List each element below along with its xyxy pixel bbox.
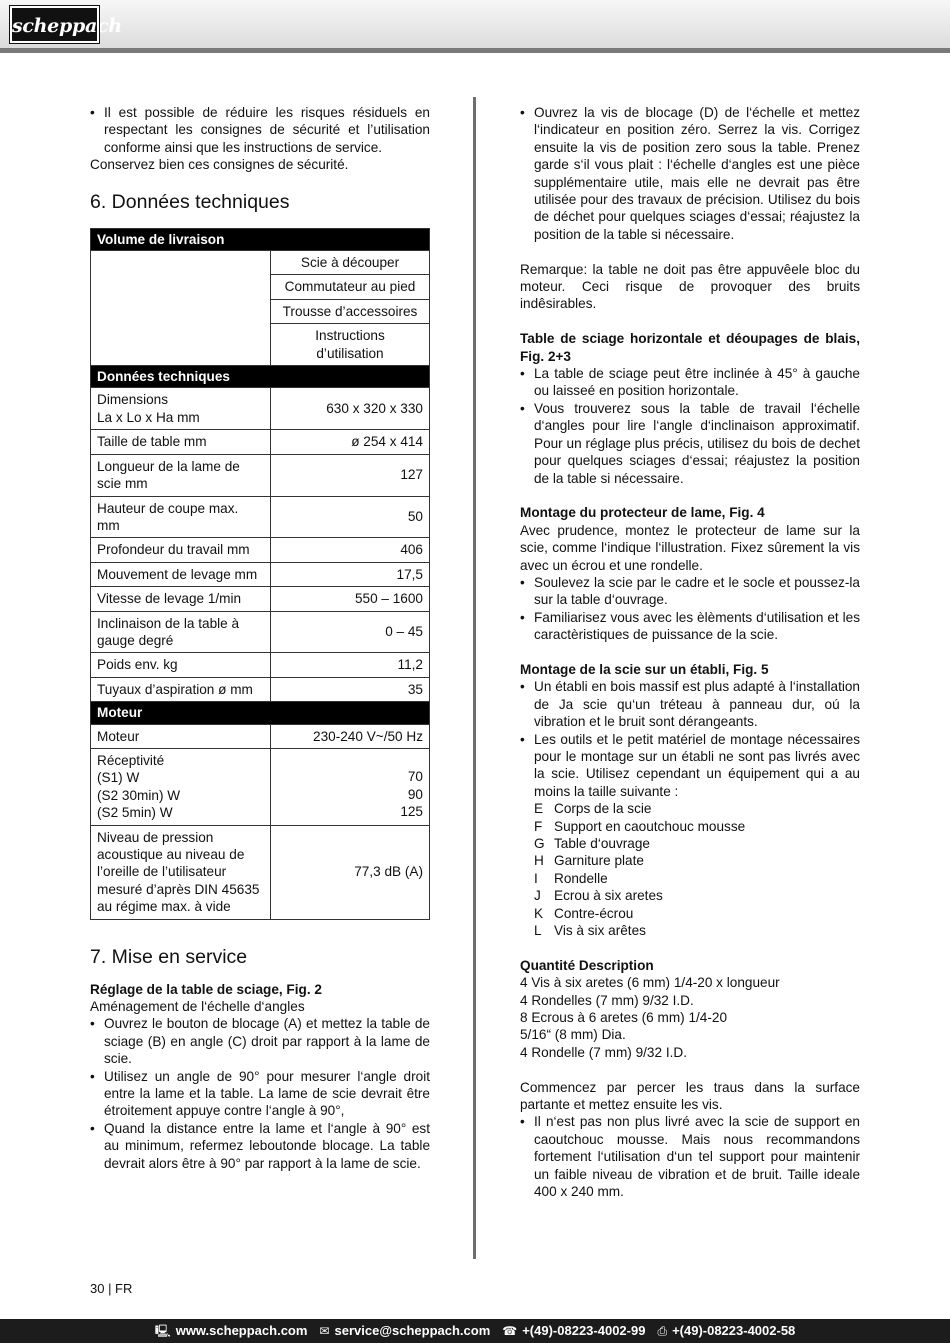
footer-website[interactable]: 🖳 www.scheppach.com: [155, 1319, 308, 1343]
workbench-title: Montage de la scie sur un établi, Fig. 5: [520, 661, 769, 677]
horizontal-table-title: Table de sciage horizontale et déoupages de blais, Fig. 2+3: [520, 331, 860, 364]
spec-label: Poids env. kg: [91, 653, 271, 677]
quantity-line: 4 Rondelle (7 mm) 9/32 I.D.: [520, 1044, 687, 1060]
spec-label: Profondeur du travail mm: [91, 538, 271, 562]
spec-value: 0 – 45: [271, 611, 430, 653]
spec-label: Inclinaison de la table à gauge degré: [91, 611, 271, 653]
remark-text: Remarque: la table ne doit pas être appuvêele bloc du moteur. Ceci risque de provoquer des bruits indêsirables.: [520, 261, 860, 312]
list-item: • Familiarisez vous avec les èlèments d‘utilisation et les caractèristiques de puissance de la scie.: [520, 609, 860, 644]
header-band: [0, 0, 950, 48]
spec-label: Vitesse de levage 1/min: [91, 587, 271, 611]
part-item: H Garniture plate: [534, 853, 644, 869]
quantity-line: 4 Vis à six aretes (6 mm) 1/4-20 x longueur: [520, 975, 780, 991]
spec-value: 35: [271, 677, 430, 701]
scheppach-logo: scheppach: [10, 6, 99, 43]
footer-bar: [0, 1319, 950, 1343]
reglage-subtitle: Aménagement de l‘échelle d‘angles: [90, 999, 305, 1015]
motor-header: Moteur: [91, 702, 430, 724]
table-row: [91, 538, 430, 562]
delivery-header: Volume de livraison: [91, 228, 430, 250]
spec-label: Dimensions La x Lo x Ha mm: [91, 388, 271, 430]
fax-icon: ⎙: [657, 1324, 668, 1338]
spec-value: 630 x 320 x 330: [271, 388, 430, 430]
zero-list: [520, 104, 860, 243]
spec-value: 50: [271, 496, 430, 538]
spec-value: 406: [271, 538, 430, 562]
quantity-line: 4 Rondelles (7 mm) 9/32 I.D.: [520, 992, 694, 1008]
reglage-title: Réglage de la table de sciage, Fig. 2: [90, 981, 322, 997]
spec-label: Tuyaux d’aspiration ø mm: [91, 677, 271, 701]
section-6-title: 6. Données techniques: [90, 190, 290, 213]
table-row: [91, 825, 430, 919]
delivery-item: Commutateur au pied: [271, 275, 430, 299]
part-item: K Contre-écrou: [534, 905, 634, 921]
header-rule: [0, 48, 950, 53]
spec-value: 70 90 125: [271, 748, 430, 825]
delivery-item: Scie à découper: [271, 251, 430, 275]
table-row: [91, 454, 430, 496]
tech-header: Données techniques: [91, 366, 430, 388]
drill-list: [520, 1113, 860, 1200]
part-item: J Ecrou à six aretes: [534, 888, 663, 904]
list-item: • Utilisez un angle de 90° pour mesurer l‘angle droit entre la lame et la table. La lame de scie devrait être étroitement appuye contre l‘angle à 90°,: [90, 1068, 430, 1120]
list-item: • Ouvrez la vis de blocage (D) de l‘échelle et mettez l‘indicateur en position zéro. Serrez la vis. Corrigez ensuite la vis de position zero sous la table. Prenez garde s‘il vous plait : l‘échelle d‘angles est une pièce supplémentaire utile, mais elle ne devrait pas être utilisée pour des travaux de précision. Utilisez du bois de déchet pour quelques sciages d‘essai; réajustez la position de la table si nécessaire.: [520, 104, 860, 243]
spec-value: 127: [271, 454, 430, 496]
intro-text: Conservez bien ces consignes de sécurité.: [90, 157, 349, 173]
drill-text: Commencez par percer les traus dans la surface partante et mettez ensuite les vis.: [520, 1079, 860, 1113]
spec-label: Réceptivité (S1) W (S2 30min) W (S2 5min) W: [91, 748, 271, 825]
left-column: [90, 104, 430, 1172]
table-row: [91, 388, 430, 430]
quantity-line: 5/16“ (8 mm) Dia.: [520, 1027, 626, 1043]
table-row: [91, 251, 430, 275]
list-item: • Quand la distance entre la lame et l‘angle à 90° est au minimum, refermez leboutonde blocage. La table devrait alors être à 90° par rapport à la lame de scie.: [90, 1120, 430, 1172]
intro-list: [90, 104, 430, 156]
spec-value: 230-240 V~/50 Hz: [271, 724, 430, 748]
spec-value: ø 254 x 414: [271, 430, 430, 454]
right-column: [520, 104, 860, 1201]
spec-label: Hauteur de coupe max. mm: [91, 496, 271, 538]
spec-label: Moteur: [91, 724, 271, 748]
table-row: [91, 748, 430, 825]
table-row: [91, 611, 430, 653]
table-row: [91, 430, 430, 454]
column-divider: [473, 97, 476, 1259]
blade-guard-title: Montage du protecteur de lame, Fig. 4: [520, 505, 765, 521]
page-number: 30 | FR: [90, 1281, 133, 1296]
spec-label: Longueur de la lame de scie mm: [91, 454, 271, 496]
blank-cell: [91, 251, 271, 366]
table-row: [91, 587, 430, 611]
part-item: L Vis à six arêtes: [534, 923, 646, 939]
spec-value: 77,3 dB (A): [271, 825, 430, 919]
blade-guard-list: [520, 574, 860, 644]
mail-icon: ✉: [319, 1324, 330, 1338]
spec-table: [90, 228, 430, 920]
quantity-line: 8 Ecrous à 6 aretes (6 mm) 1/4-20: [520, 1010, 728, 1026]
table-row: [91, 724, 430, 748]
footer-email[interactable]: ✉ service@scheppach.com: [319, 1319, 490, 1343]
list-item: • Vous trouverez sous la table de travail l‘échelle d‘angles pour lire l‘angle d‘inclinaison approximatif. Pour un réglage plus précis, utilisez du bois de dechet pour quelques sciages d‘essai; réajustez la position de la table si nécessaire.: [520, 400, 860, 487]
computer-icon: 🖳: [154, 1324, 171, 1338]
workbench-list: [520, 678, 860, 800]
table-row: [91, 496, 430, 538]
part-item: F Support en caoutchouc mousse: [534, 818, 746, 834]
blade-guard-text: Avec prudence, montez le protecteur de lame sur la scie, comme l‘indique l‘illustration. Fixez sûrement la vis avec un écrou et une rondelle.: [520, 522, 860, 573]
parts-list: [534, 800, 860, 939]
part-item: E Corps de la scie: [534, 801, 652, 817]
footer-fax: ⎙ +(49)-08223-4002-58: [657, 1319, 795, 1343]
spec-value: 17,5: [271, 562, 430, 586]
delivery-item: Trousse d’accessoires: [271, 299, 430, 323]
phone-icon: ☎: [502, 1324, 518, 1338]
list-item: • Ouvrez le bouton de blocage (A) et mettez la table de sciage (B) en angle (C) droit par rapport à la lame de scie.: [90, 1015, 430, 1067]
part-item: G Table d‘ouvrage: [534, 836, 650, 851]
quantity-title: Quantité Description: [520, 957, 654, 973]
horizontal-list: [520, 365, 860, 487]
list-item: • La table de sciage peut être inclinée à 45° à gauche ou laisseé en position horizontale.: [520, 365, 860, 400]
part-item: I Rondelle: [534, 870, 608, 886]
footer-phone: ☎ +(49)-08223-4002-99: [502, 1319, 645, 1343]
table-row: [91, 677, 430, 701]
table-row: [91, 562, 430, 586]
list-item: • Les outils et le petit matériel de montage nécessaires pour le montage sur un établi ne sont pas livrés avec la scie. Utilisez cependant un équipement qui a au moins la taille suivante :: [520, 731, 860, 801]
spec-label: Mouvement de levage mm: [91, 562, 271, 586]
table-row: [91, 653, 430, 677]
list-item: • Un établi en bois massif est plus adapté à l‘installation de Ja scie qu‘un tréteau à panneau dur, oú la vibration et le bruit sont dérangeants.: [520, 678, 860, 730]
spec-label: Niveau de pression acoustique au niveau de l’oreille de l’utilisateur mesuré d’après DIN 45635 au régime max. à vide: [91, 825, 271, 919]
list-item: • Il n‘est pas non plus livré avec la scie de support en caoutchouc mousse. Mais nous recommandons fortement l‘utilisation d‘un tel support pour maintenir un faible niveau de vibration et de bruit. Taille ideale 400 x 240 mm.: [520, 1113, 860, 1200]
spec-label: Taille de table mm: [91, 430, 271, 454]
list-item: • Soulevez la scie par le cadre et le socle et poussez-la sur la table d‘ouvrage.: [520, 574, 860, 609]
spec-value: 550 – 1600: [271, 587, 430, 611]
list-item: • Il est possible de réduire les risques résiduels en respectant les consignes de sécurité et l’utilisation conforme ainsi que les instructions de service.: [90, 104, 430, 156]
reglage-list: [90, 1015, 430, 1172]
spec-value: 11,2: [271, 653, 430, 677]
delivery-item: Instructions d’utilisation: [271, 324, 430, 366]
section-7-title: 7. Mise en service: [90, 945, 248, 968]
